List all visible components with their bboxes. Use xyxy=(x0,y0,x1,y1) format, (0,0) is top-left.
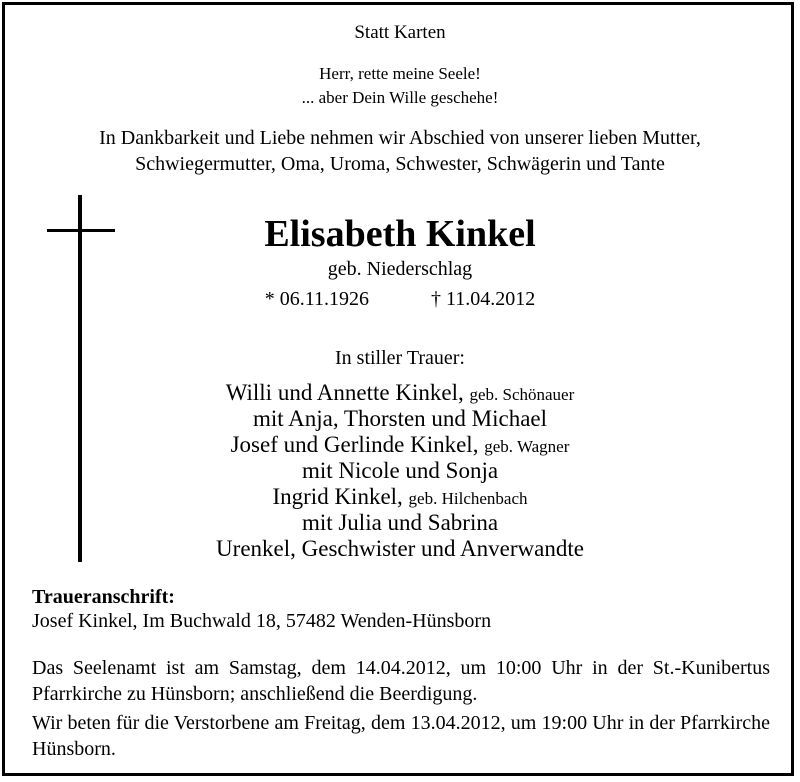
mourner-line: Josef und Gerlinde Kinkel, geb. Wagner xyxy=(230,432,570,457)
service-paragraph-1: Das Seelenamt ist am Samstag, dem 14.04.2012, um 10:00 Uhr in der St.-Kunibertus Pfarrkirche zu Hünsborn; anschließend die Beerdigung. xyxy=(32,657,770,705)
verse-line-1: Herr, rette meine Seele! xyxy=(319,64,481,83)
deceased-name: Elisabeth Kinkel xyxy=(264,213,536,255)
verse-line-2: ... aber Dein Wille geschehe! xyxy=(301,88,499,107)
mourner-line: mit Julia und Sabrina xyxy=(301,510,499,535)
death-date: † 11.04.2012 xyxy=(431,288,536,310)
life-dates xyxy=(0,288,800,311)
mourner-line: mit Anja, Thorsten und Michael xyxy=(252,406,548,431)
intro-line-2: Schwiegermutter, Oma, Uroma, Schwester, Schwägerin und Tante xyxy=(135,153,665,175)
mourners-heading: In stiller Trauer: xyxy=(335,347,465,369)
birth-date: * 06.11.1926 xyxy=(264,288,369,310)
maiden-name: geb. Niederschlag xyxy=(327,258,473,280)
address-text: Josef Kinkel, Im Buchwald 18, 57482 Wenden-Hünsborn xyxy=(32,610,492,632)
mourner-line: Willi und Annette Kinkel, geb. Schönauer xyxy=(225,380,575,405)
address-label: Traueranschrift: xyxy=(32,586,175,608)
statt-karten: Statt Karten xyxy=(354,22,446,43)
mourner-line: mit Nicole und Sonja xyxy=(301,458,499,483)
mourner-line: Ingrid Kinkel, geb. Hilchenbach xyxy=(272,484,528,509)
mourner-line: Urenkel, Geschwister und Anverwandte xyxy=(216,536,584,561)
service-paragraph-2: Wir beten für die Verstorbene am Freitag, dem 13.04.2012, um 19:00 Uhr in der Pfarrkirche Hünsborn. xyxy=(32,712,770,760)
intro-line-1: In Dankbarkeit und Liebe nehmen wir Abschied von unserer lieben Mutter, xyxy=(99,127,701,149)
